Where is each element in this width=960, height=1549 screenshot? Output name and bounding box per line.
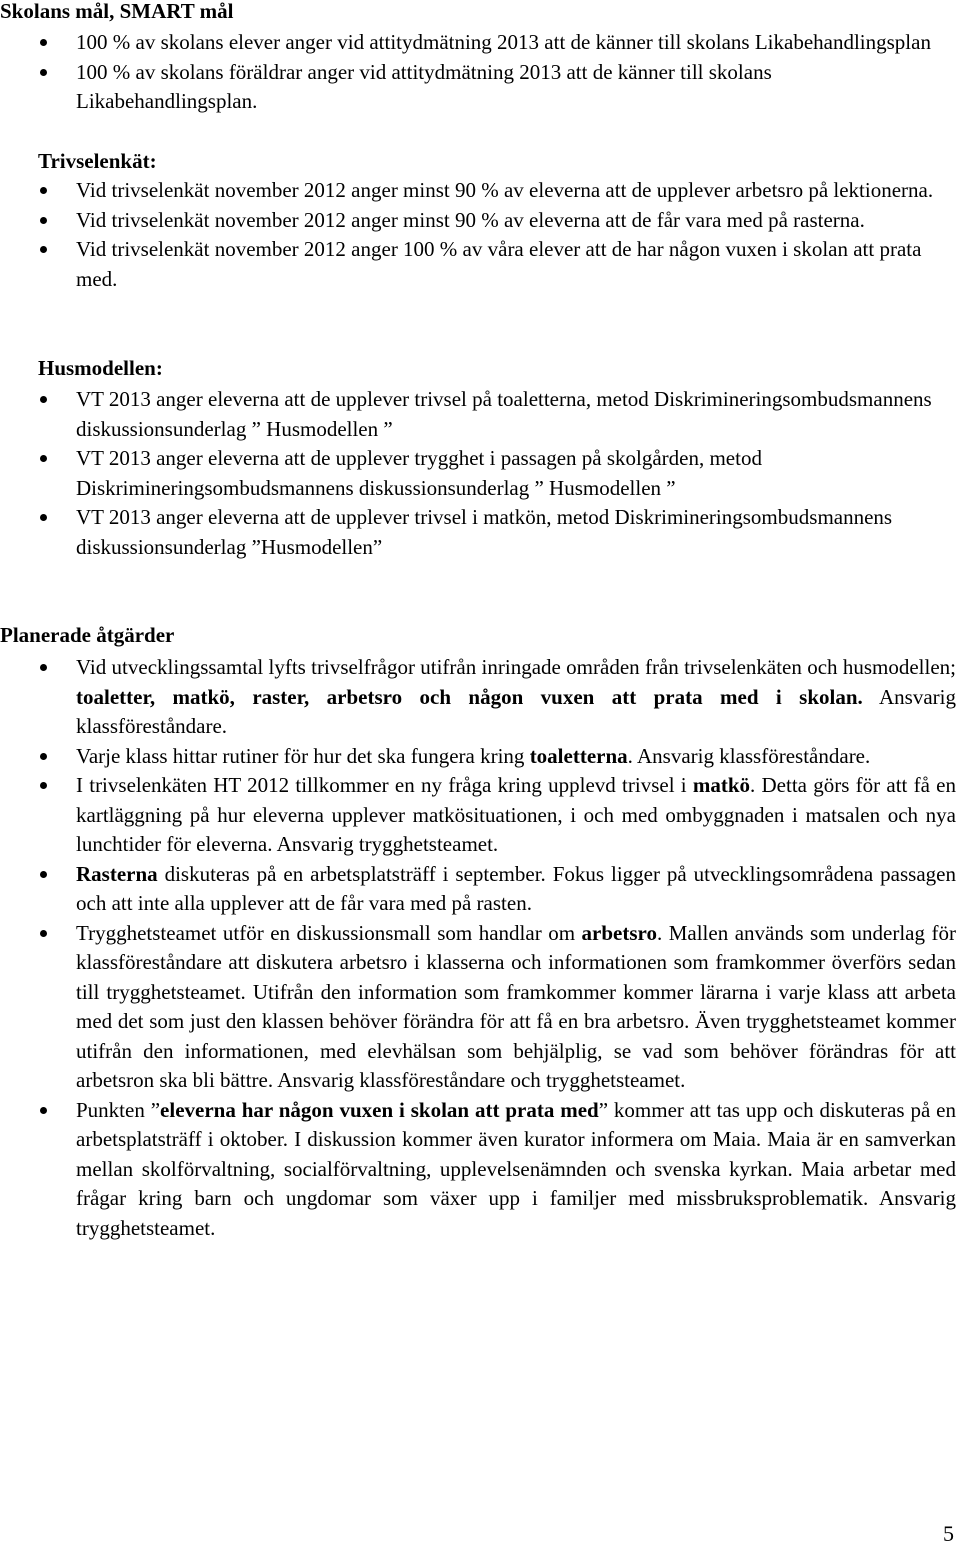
bullet-icon: [40, 396, 47, 403]
planerade-list: [0, 653, 956, 1243]
smart-goals-list-block: [0, 28, 956, 117]
list-item: [0, 1096, 956, 1244]
item-text: . Ansvarig klassföreståndare.: [627, 743, 871, 768]
item-bold-text: toaletter, matkö, raster, arbetsro och någon vuxen att prata med i skolan.: [76, 684, 863, 709]
trivsel-heading: Trivselenkät:: [38, 149, 157, 173]
item-text: Punkten ”: [76, 1097, 161, 1122]
list-item-text: 100 % av skolans föräldrar anger vid attitydmätning 2013 att de känner till skolans Likabehandlingsplan.: [76, 59, 772, 113]
husmodellen-heading: Husmodellen:: [38, 356, 163, 380]
list-item: [0, 176, 956, 206]
list-item-text: Vid trivselenkät november 2012 anger minst 90 % av eleverna att de upplever arbetsro på lektionerna.: [76, 178, 934, 202]
bullet-icon: [40, 871, 47, 878]
item-text: Ansvarig klassföreståndare.: [76, 684, 956, 738]
item-text: Varje klass hittar rutiner för hur det ska fungera kring: [76, 743, 530, 768]
list-item-text: VT 2013 anger eleverna att de upplever trygghet i passagen på skolgården, metod Diskrimineringsombudsmannens diskussionsunderlag ” Husmodellen ”: [76, 446, 762, 500]
item-bold-text: eleverna har någon vuxen i skolan att prata med: [160, 1097, 599, 1122]
list-item-text: VT 2013 anger eleverna att de upplever trivsel i matkön, metod Diskrimineringsombudsmannens diskussionsunderlag ”Husmodellen”: [76, 505, 893, 559]
planerade-list-block: [0, 653, 956, 1243]
list-item: [0, 206, 956, 236]
bullet-icon: [40, 217, 47, 224]
list-item: [0, 653, 956, 742]
list-item: [0, 503, 956, 562]
list-item-text: 100 % av skolans elever anger vid attitydmätning 2013 att de känner till skolans Likabehandlingsplan: [76, 30, 931, 54]
item-text: Vid utvecklingssamtal lyfts trivselfrågor utifrån inringade områden från trivselenkäten och husmodellen;: [76, 655, 956, 679]
bullet-icon: [40, 455, 47, 462]
item-text: . Detta görs för att få en kartläggning på hur eleverna upplever matkösituationen, i och med ombyggnaden i matsalen och nya lunchtider för eleverna. Ansvarig trygghetsteamet.: [76, 773, 956, 856]
bullet-icon: [40, 187, 47, 194]
page-number: 5: [943, 1521, 954, 1546]
list-item: [0, 742, 956, 772]
list-item: [0, 385, 956, 444]
list-item: [0, 28, 956, 58]
bullet-icon: [40, 930, 47, 937]
item-text: . Mallen används som underlag för klassföreståndare att diskutera arbetsro i klasserna och informationen som framkommer överförs sedan till trygghetsteamet. Utifrån den information som framkommer kommer lärarna i varje klass att arbeta med det som just den klassen behöver förändra för att få en bra arbetsro. Även trygghetsteamet kommer utifrån den informationen, med elevhälsan som behjälplig, se vad som behöver förändras för att arbetsron ska bli bättre. Ansvarig klassföreståndare och trygghetsteamet.: [76, 920, 956, 1092]
item-text: ” kommer att tas upp och diskuteras på en arbetsplatsträff i oktober. I diskussion kommer även kurator informera om Maia. Maia är en samverkan mellan skolförvaltning, socialförvaltning, upplevelsenämnden och svenska kyrkan. Maia arbetar med frågar kring barn och ungdomar som växer upp i familjer med missbruksproblematik. Ansvarig trygghetsteamet.: [76, 1097, 956, 1240]
husmodellen-list: [0, 385, 956, 562]
smart-goals-list: [0, 28, 956, 117]
item-bold-text: toaletterna: [529, 743, 628, 768]
planerade-heading: Planerade åtgärder: [0, 623, 175, 647]
item-text: diskuteras på en arbetsplatsträff i september. Fokus ligger på utvecklingsområdena passagen och att inte alla upplever att de får vara med på rasten.: [76, 861, 956, 915]
bullet-icon: [40, 664, 47, 671]
list-item: [0, 860, 956, 919]
bullet-icon: [40, 246, 47, 253]
item-bold-text: Rasterna: [76, 861, 158, 886]
item-text: Trygghetsteamet utför en diskussionsmall som handlar om: [76, 920, 582, 945]
list-item: [0, 919, 956, 1096]
smart-goals-heading: Skolans mål, SMART mål: [0, 0, 234, 23]
bullet-icon: [40, 1107, 47, 1114]
trivsel-list-block: [0, 176, 956, 294]
list-item: [0, 444, 956, 503]
bullet-icon: [40, 753, 47, 760]
trivsel-list: [0, 176, 956, 294]
list-item-text: Vid trivselenkät november 2012 anger minst 90 % av eleverna att de får vara med på rasterna.: [76, 207, 865, 232]
list-item: [0, 58, 956, 117]
bullet-icon: [40, 514, 47, 521]
item-bold-text: matkö: [692, 773, 751, 797]
bullet-icon: [40, 782, 47, 789]
husmodellen-list-block: [0, 385, 956, 562]
item-text: I trivselenkäten HT 2012 tillkommer en ny fråga kring upplevd trivsel i: [76, 773, 693, 797]
list-item-text: Vid trivselenkät november 2012 anger 100 % av våra elever att de har någon vuxen i skolan att prata med.: [76, 237, 922, 291]
list-item: [0, 235, 956, 294]
bullet-icon: [40, 69, 47, 76]
list-item-text: VT 2013 anger eleverna att de upplever trivsel på toaletterna, metod Diskrimineringsombudsmannens diskussionsunderlag ” Husmodellen ”: [76, 387, 932, 441]
item-bold-text: arbetsro: [581, 920, 657, 945]
list-item: [0, 771, 956, 860]
bullet-icon: [40, 39, 47, 46]
